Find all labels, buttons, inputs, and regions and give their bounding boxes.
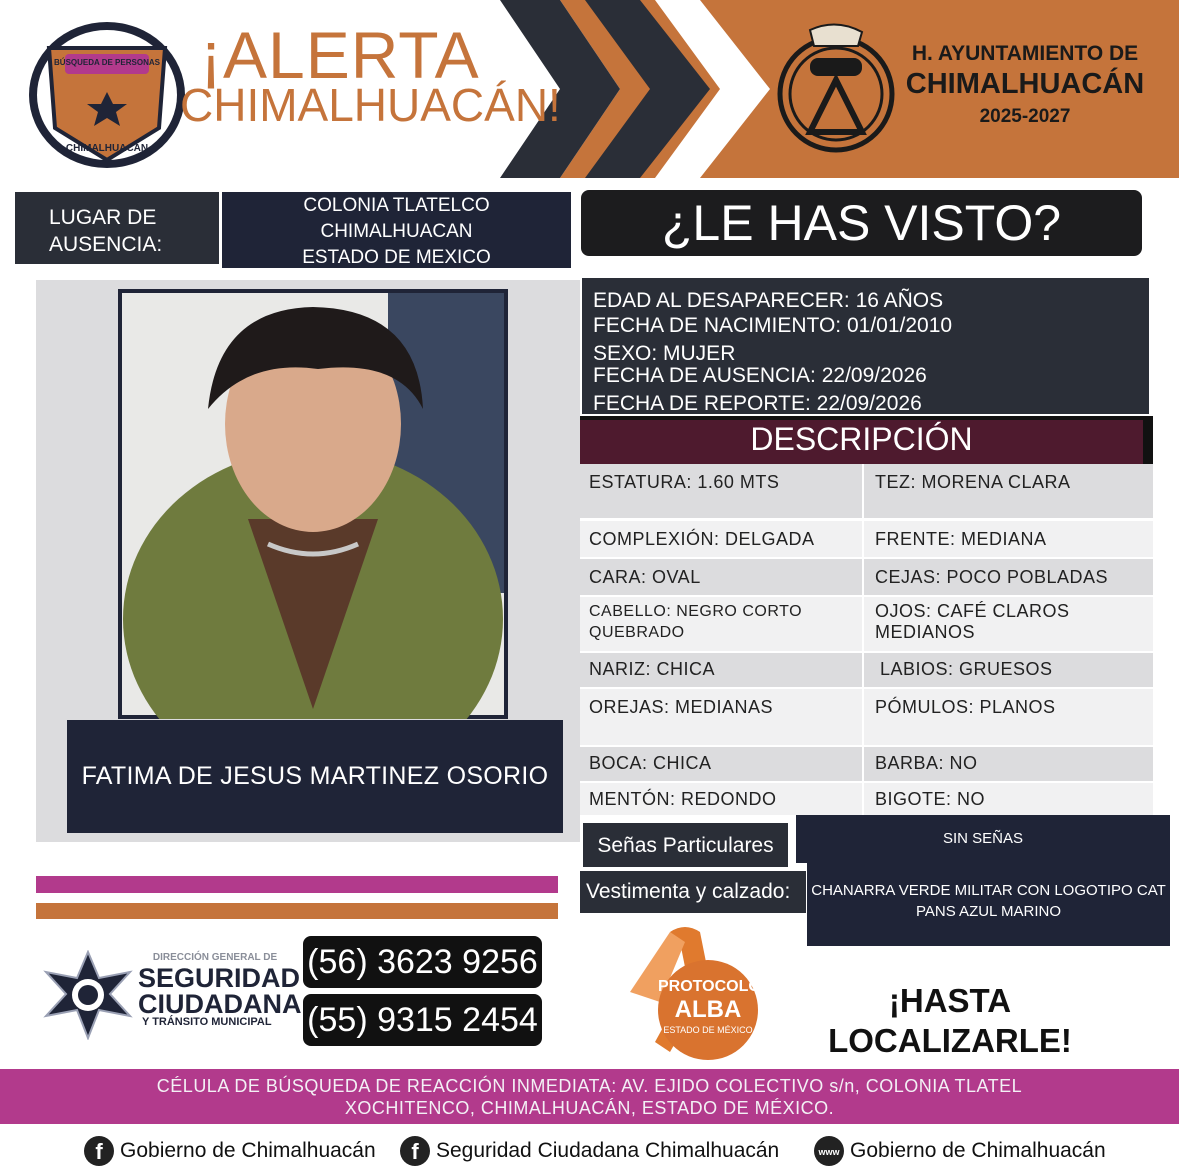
protocol-line2: ALBA	[674, 996, 742, 1023]
person-name: FATIMA DE JESUS MARTINEZ OSORIO	[67, 720, 563, 833]
magenta-stripe	[36, 876, 558, 893]
alert-title: ¡ALERTA	[200, 18, 480, 92]
report-text: FECHA DE REPORTE: 22/09/2026	[593, 392, 922, 415]
absence-text: FECHA DE AUSENCIA: 22/09/2026	[593, 364, 927, 387]
social-link-2[interactable]: f Seguridad Ciudadana Chimalhuacán	[400, 1136, 779, 1166]
person-info-panel	[582, 278, 1149, 414]
description-title: DESCRIPCIÓN	[580, 420, 1143, 468]
table-row: COMPLEXIÓN: DELGADA FRENTE: MEDIANA	[580, 521, 1153, 557]
table-row: NARIZ: CHICA LABIOS: GRUESOS	[580, 653, 1153, 687]
security-line2: SEGURIDAD	[138, 963, 301, 993]
location-label: LUGAR DE AUSENCIA:	[15, 192, 219, 264]
table-row: MENTÓN: REDONDO BIGOTE: NO	[580, 783, 1153, 815]
www-icon: www	[814, 1136, 844, 1166]
location-value: COLONIA TLATELCO CHIMALHUACAN ESTADO DE MEXICO	[222, 192, 571, 268]
social-link-1[interactable]: f Gobierno de Chimalhuacán	[84, 1136, 376, 1166]
badge-top-text: CÉLULA DE	[75, 37, 139, 49]
gov-line3: 2025-2027	[979, 106, 1071, 127]
clothing-label: Vestimenta y calzado:	[580, 871, 806, 913]
table-row: BOCA: CHICA BARBA: NO	[580, 747, 1153, 781]
table-row: CABELLO: NEGRO CORTO QUEBRADO OJOS: CAFÉ CLAROS MEDIANOS	[580, 597, 1153, 651]
slogan-line1: ¡HASTA	[888, 982, 1012, 1019]
orange-stripe	[36, 903, 558, 919]
security-line1: DIRECCIÓN GENERAL DE	[152, 952, 278, 963]
phone-1[interactable]: (56) 3623 9256	[303, 936, 542, 988]
slogan-line2: LOCALIZARLE!	[828, 1022, 1072, 1059]
badge-mid-text: BÚSQUEDA DE PERSONAS	[54, 58, 160, 67]
marks-label: Señas Particulares	[583, 823, 788, 867]
phone-2[interactable]: (55) 9315 2454	[303, 994, 542, 1046]
sex-text: SEXO: MUJER	[593, 342, 736, 365]
table-row: CARA: OVAL CEJAS: POCO POBLADAS	[580, 559, 1153, 595]
gov-line1: H. AYUNTAMIENTO DE	[911, 42, 1139, 65]
table-row: OREJAS: MEDIANAS PÓMULOS: PLANOS	[580, 689, 1153, 745]
alert-subtitle: CHIMALHUACÁN!	[180, 79, 561, 131]
social-link-3[interactable]: www Gobierno de Chimalhuacán	[814, 1136, 1106, 1166]
marks-value: SIN SEÑAS	[796, 815, 1170, 863]
person-photo	[118, 289, 508, 719]
clothing-value: CHANARRA VERDE MILITAR CON LOGOTIPO CAT PANS AZUL MARINO	[807, 863, 1170, 946]
footer-address: CÉLULA DE BÚSQUEDA DE REACCIÓN INMEDIATA: AV. EJIDO COLECTIVO s/n, COLONIA TLATEL XOCHITENCO, CHIMALHUACÁN, ESTADO DE MÉXICO.	[0, 1069, 1179, 1124]
security-star-icon	[38, 950, 138, 1040]
security-line4: Y TRÁNSITO MUNICIPAL	[142, 1016, 272, 1028]
question-banner: ¿LE HAS VISTO?	[581, 190, 1142, 256]
security-line3: CIUDADANA	[138, 989, 302, 1019]
age-text: EDAD AL DESAPARECER: 16 AÑOS	[593, 289, 944, 312]
badge-bottom-text: CHIMALHUACÁN	[65, 143, 149, 154]
facebook-icon: f	[400, 1136, 430, 1166]
table-row: ESTATURA: 1.60 MTS TEZ: MORENA CLARA	[580, 464, 1153, 518]
protocol-line1: PROTOCOLO	[658, 978, 761, 995]
gov-line2: CHIMALHUACÁN	[905, 68, 1145, 100]
protocol-line3: ESTADO DE MÉXICO	[663, 1025, 753, 1035]
municipal-seal-icon	[770, 22, 902, 154]
facebook-icon: f	[84, 1136, 114, 1166]
birth-text: FECHA DE NACIMIENTO: 01/01/2010	[593, 314, 953, 337]
